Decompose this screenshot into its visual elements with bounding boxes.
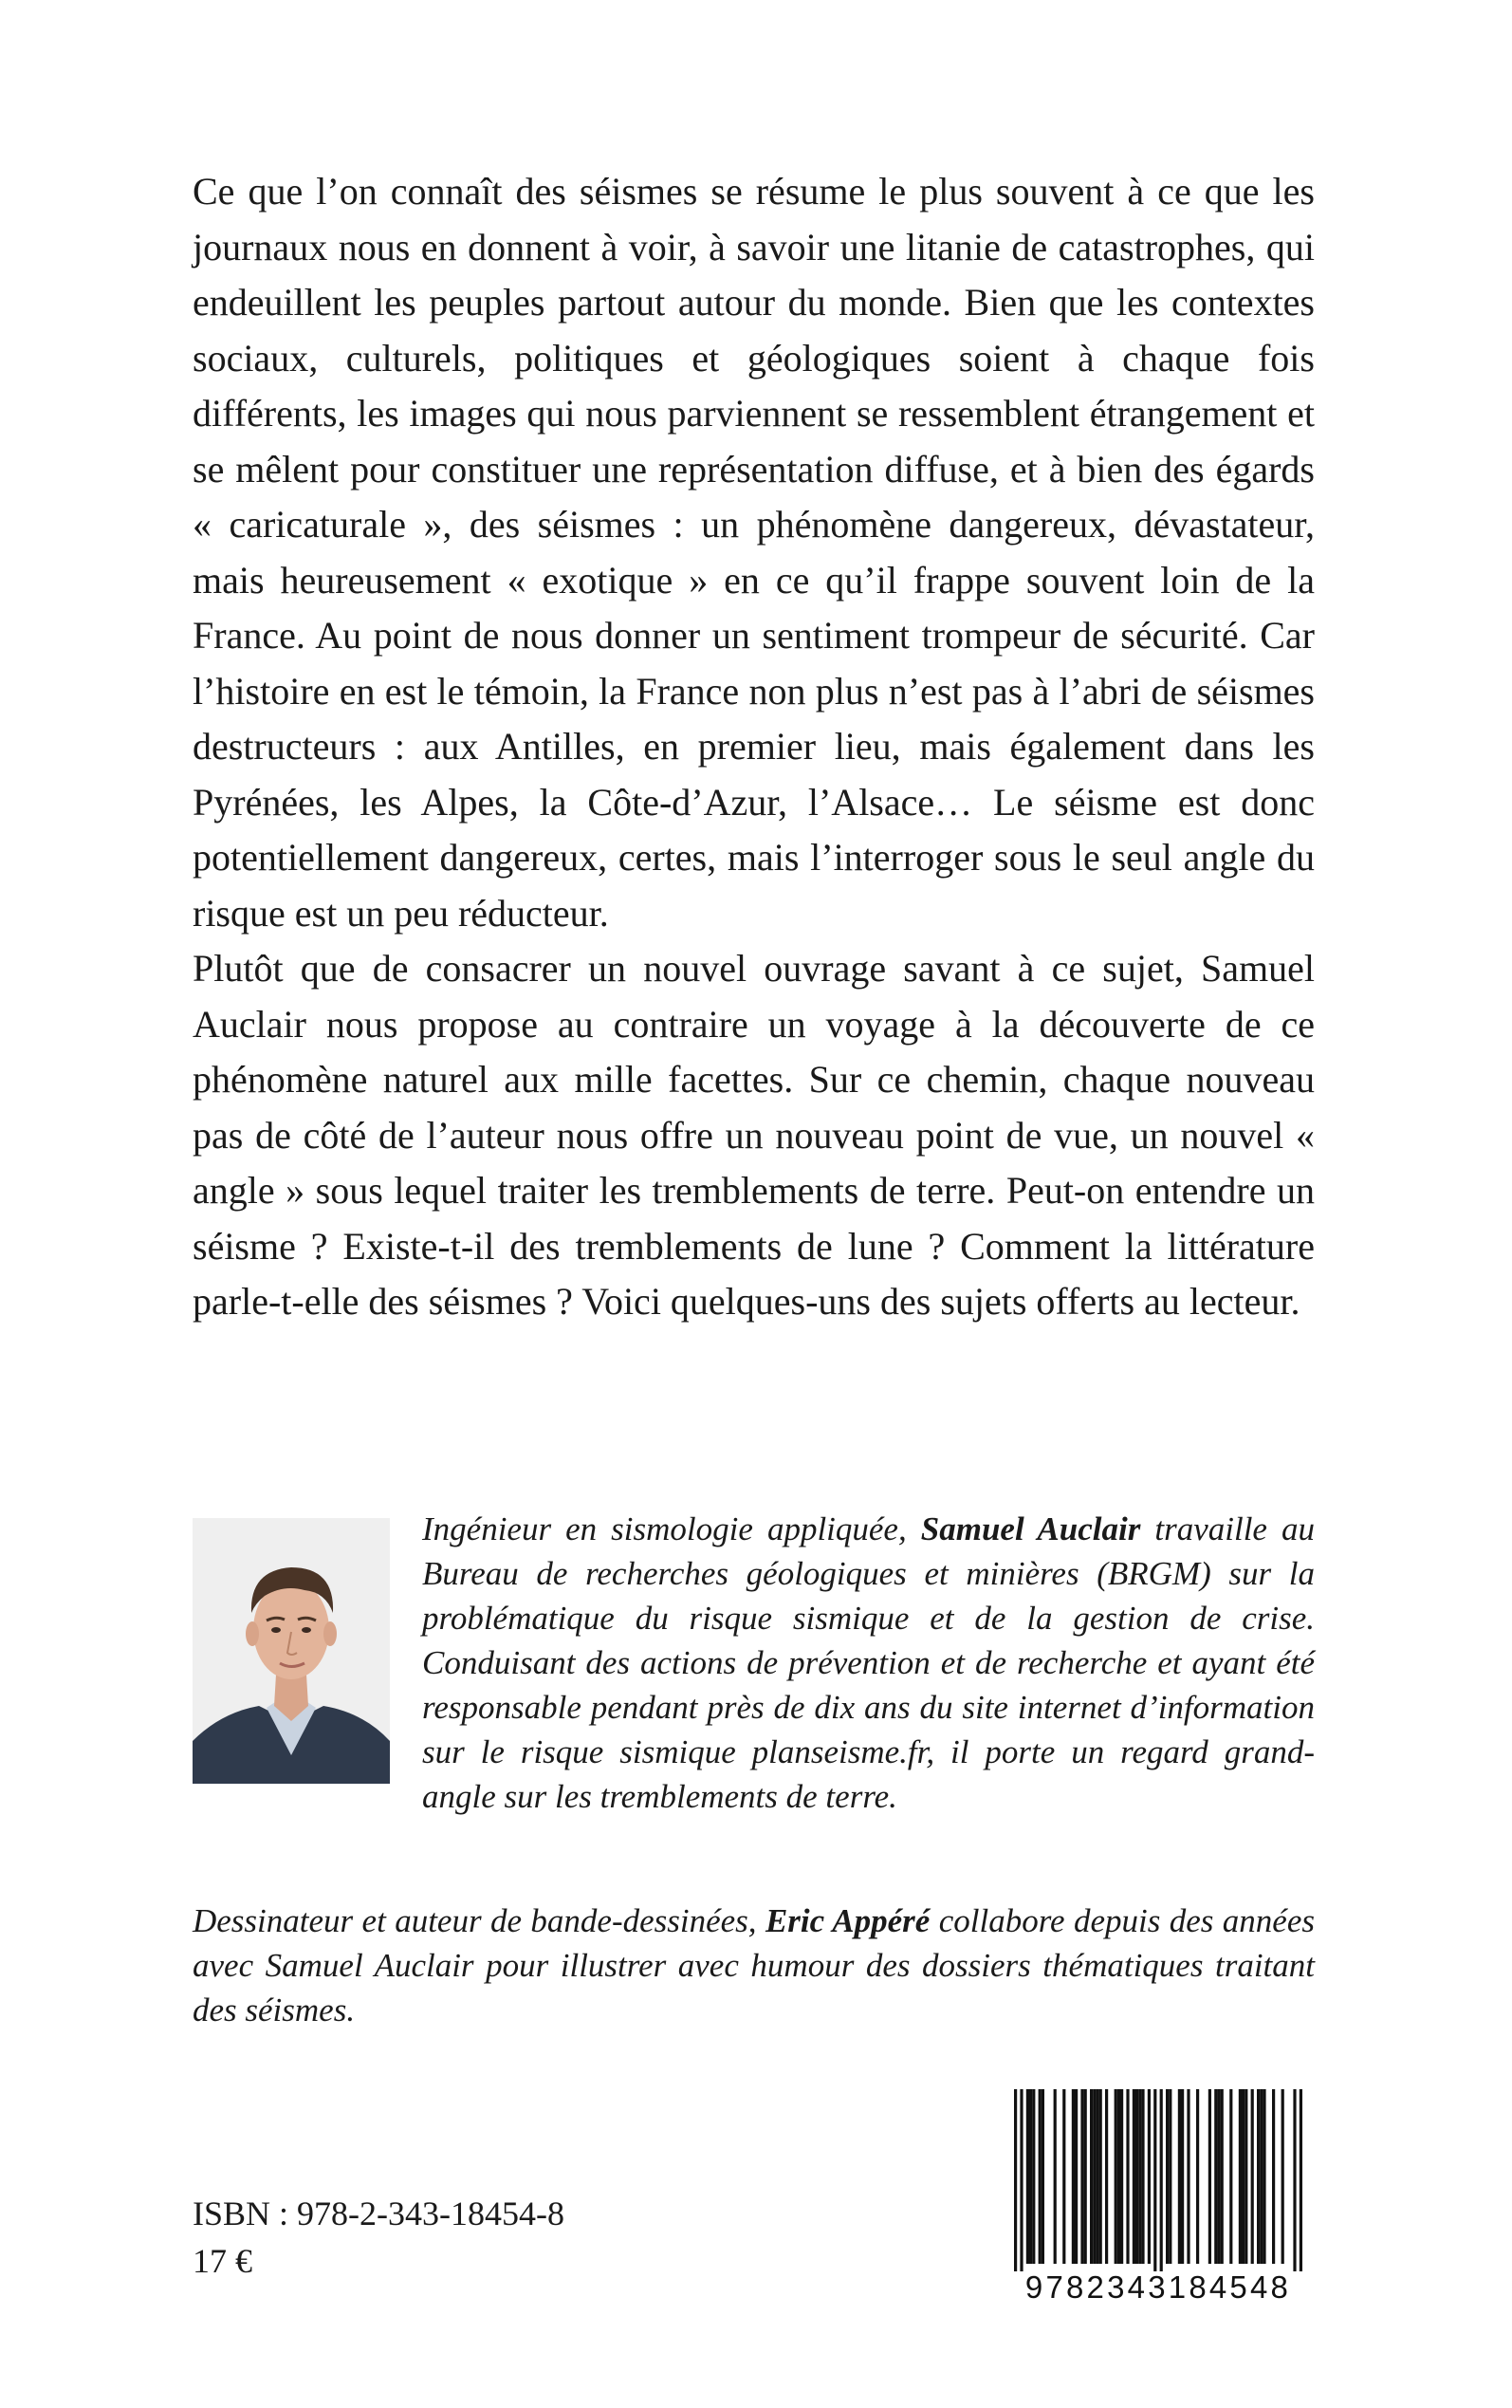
barcode-bar (1135, 2089, 1138, 2264)
barcode-bar (1084, 2089, 1087, 2264)
barcode-bar (1072, 2089, 1075, 2264)
barcode-digits: 9782343184548 (1024, 2269, 1292, 2305)
barcode-bar (1126, 2089, 1129, 2264)
ean-barcode (1002, 2089, 1315, 2307)
blurb-paragraph-1: Ce que l’on connaît des séismes se résume le plus souvent à ce que les journaux nous en donnent à voir, à savoir une litanie de catastrophes, qui endeuillent les peuples partout autour du monde. Bien que les contextes sociaux, culturels, politiques et géologiques soient à chaque fois différents, les images qui nous parviennent se ressemblent étrangement et se mêlent pour constituer une représentation diffuse, et à bien des égards « caricaturale », des séismes : un phénomène dangereux, dévastateur, mais heureusement « exotique » en ce qu’il frappe souvent loin de la France. Au point de nous donner un sentiment trompeur de sécurité. Car l’histoire en est le témoin, la France non plus n’est pas à l’abri de séismes destructeurs : aux Antilles, en premier lieu, mais également dans les Pyrénées, les Alpes, la Côte-d’Azur, l’Alsace… Le séisme est donc potentiellement dangereux, certes, mais l’interroger sous le seul angle du risque est un peu réducteur. (193, 170, 1315, 935)
barcode-bar (1117, 2089, 1120, 2264)
barcode-bar (1133, 2089, 1135, 2264)
barcode-bar (1138, 2089, 1141, 2264)
barcode-bar (1039, 2089, 1042, 2264)
barcode-bar (1178, 2089, 1181, 2264)
barcode-bar (1187, 2089, 1189, 2264)
barcode-bar (1242, 2089, 1245, 2264)
author-bio-intro: Ingénieur en sismologie appliquée, (422, 1510, 921, 1547)
barcode-bar (1181, 2089, 1184, 2264)
illustrator-bio-intro: Dessinateur et auteur de bande-dessinées, (193, 1902, 765, 1939)
barcode-bar (1096, 2089, 1098, 2264)
barcode-bar (1272, 2089, 1275, 2264)
barcode-bar (1208, 2089, 1211, 2264)
author-portrait-photo (193, 1518, 390, 1784)
barcode-bars (1002, 2089, 1315, 2271)
barcode-bar (1062, 2089, 1065, 2264)
illustrator-name: Eric Appéré (765, 1902, 931, 1939)
blurb-paragraph-2: Plutôt que de consacrer un nouvel ouvrage savant à ce sujet, Samuel Auclair nous propose au contraire un voyage à la découverte de ce phénomène naturel aux mille facettes. Sur ce chemin, chaque nouveau pas de côté de l’auteur nous offre un nouveau point de vue, un nouvel « angle » sous lequel traiter les tremblements de terre. Peut-on entendre un séisme ? Existe-t-il des tremblements de lune ? Comment la littérature parle-t-elle des séismes ? Voici quelques-uns des sujets offerts au lecteur. (193, 947, 1315, 1323)
barcode-bar (1263, 2089, 1265, 2264)
price-label: 17 € (193, 2242, 252, 2280)
barcode-bar (1105, 2089, 1108, 2264)
barcode-bar (1093, 2089, 1096, 2264)
barcode-bar (1196, 2089, 1199, 2264)
illustrator-bio (193, 1899, 1315, 2032)
isbn-number: ISBN : 978-2-343-18454-8 (193, 2195, 564, 2232)
back-cover-blurb (193, 164, 1315, 1330)
barcode-bar (1239, 2089, 1242, 2264)
barcode-bar (1032, 2089, 1035, 2264)
barcode-bar (1120, 2089, 1123, 2264)
barcode-bar (1166, 2089, 1169, 2264)
barcode-bar (1075, 2089, 1078, 2264)
barcode-bar (1153, 2089, 1156, 2271)
barcode-bar (1293, 2089, 1296, 2271)
barcode-bar (1026, 2089, 1029, 2264)
barcode-bar (1141, 2089, 1144, 2264)
barcode-bar (1090, 2089, 1093, 2264)
barcode-bar (1221, 2089, 1224, 2264)
barcode-bar (1169, 2089, 1171, 2264)
barcode-bar (1260, 2089, 1263, 2264)
barcode-bar (1282, 2089, 1284, 2264)
barcode-bar (1080, 2089, 1083, 2264)
barcode-bar (1115, 2089, 1117, 2264)
barcode-bar (1251, 2089, 1254, 2264)
barcode-bar (1020, 2089, 1023, 2271)
author-portrait-illustration (193, 1518, 390, 1784)
barcode-bar (1217, 2089, 1220, 2264)
barcode-bar (1257, 2089, 1260, 2264)
illustrator-bio-body: collabore depuis des années avec Samuel Auclair pour illustrer avec humour des dossiers thématiques traitant des séismes. (193, 1902, 1315, 2028)
barcode-bar (1099, 2089, 1102, 2264)
author-bio-body: travaille au Bureau de recherches géologiques et minières (BRGM) sur la problématique du risque sismique et de la gestion de crise. Conduisant des actions de prévention et de recherche et ayant été responsable pendant près de dix ans du site internet d’information sur le risque sismique planseisme.fr, il porte un regard grand-angle sur les tremblements de terre. (422, 1510, 1315, 1815)
barcode-bar (1300, 2089, 1302, 2271)
author-bio (193, 1507, 1315, 1819)
barcode-bar (1014, 2089, 1017, 2271)
barcode-bar (1148, 2089, 1151, 2264)
barcode-bar (1229, 2089, 1232, 2264)
barcode-bar (1054, 2089, 1057, 2264)
barcode-bar (1042, 2089, 1044, 2264)
barcode-bar (1160, 2089, 1163, 2271)
barcode-bar (1029, 2089, 1032, 2264)
barcode-bar (1214, 2089, 1217, 2264)
barcode-bar (1245, 2089, 1247, 2264)
author-name: Samuel Auclair (920, 1510, 1141, 1547)
